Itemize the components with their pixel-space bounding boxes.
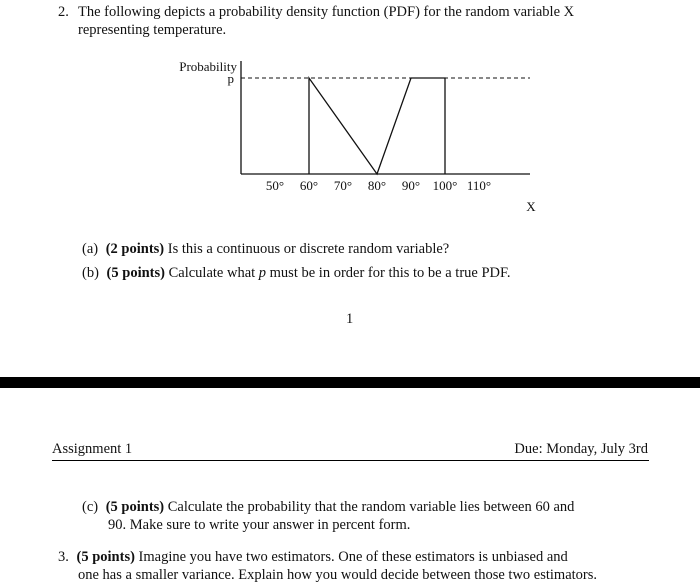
part-c-label: (c) [82, 499, 99, 515]
part-b-text: Calculate what [168, 265, 256, 281]
x-tick-label: 80° [367, 178, 387, 193]
part-a-label: (a) [82, 241, 99, 257]
x-axis-label: X [526, 199, 536, 214]
page-separator [0, 377, 700, 388]
part-c-text-line2: 90. Make sure to write your answer in percent form. [108, 517, 411, 533]
y-axis-label: Probability [179, 59, 237, 74]
question-2-number: 2. [58, 4, 69, 20]
header-rule [52, 460, 649, 461]
pdf-series-line [309, 78, 445, 174]
x-tick-label: 100° [432, 178, 458, 193]
part-c-text-line1: Calculate the probability that the random variable lies between 60 and [167, 499, 575, 515]
question-2-text-line1: The following depicts a probability density function (PDF) for the random variable X [78, 4, 575, 20]
question-3-text-line1: Imagine you have two estimators. One of these estimators is unbiased and [138, 549, 568, 565]
x-tick-label: 50° [265, 178, 285, 193]
part-a-text: Is this a continuous or discrete random variable? [167, 241, 450, 257]
x-tick-label: 60° [299, 178, 319, 193]
x-tick-label: 90° [401, 178, 421, 193]
part-a [82, 241, 449, 258]
header-right: Due: Monday, July 3rd [514, 441, 648, 457]
x-tick-label: 70° [333, 178, 353, 193]
question-2-text-line2: representing temperature. [78, 22, 227, 38]
x-tick-label: 110° [466, 178, 492, 193]
question-3-points: (5 points) [76, 549, 135, 565]
part-a-points: (2 points) [105, 241, 165, 257]
part-b [82, 265, 511, 282]
question-3-number: 3. [58, 549, 69, 565]
part-b-label: (b) [82, 265, 99, 281]
part-b-variable: p [258, 265, 267, 281]
part-b-points: (5 points) [106, 265, 165, 281]
y-tick-label-p: p [227, 71, 234, 86]
pdf-chart [0, 0, 700, 230]
part-c [82, 499, 574, 516]
part-b-text-after: must be in order for this to be a true PDF. [269, 265, 511, 281]
part-c-points: (5 points) [105, 499, 165, 515]
header-left: Assignment 1 [52, 441, 133, 457]
question-3-text-line2: one has a smaller variance. Explain how you would decide between those two estimators. [78, 567, 598, 583]
question-3 [58, 549, 568, 566]
page-number: 1 [346, 311, 354, 327]
